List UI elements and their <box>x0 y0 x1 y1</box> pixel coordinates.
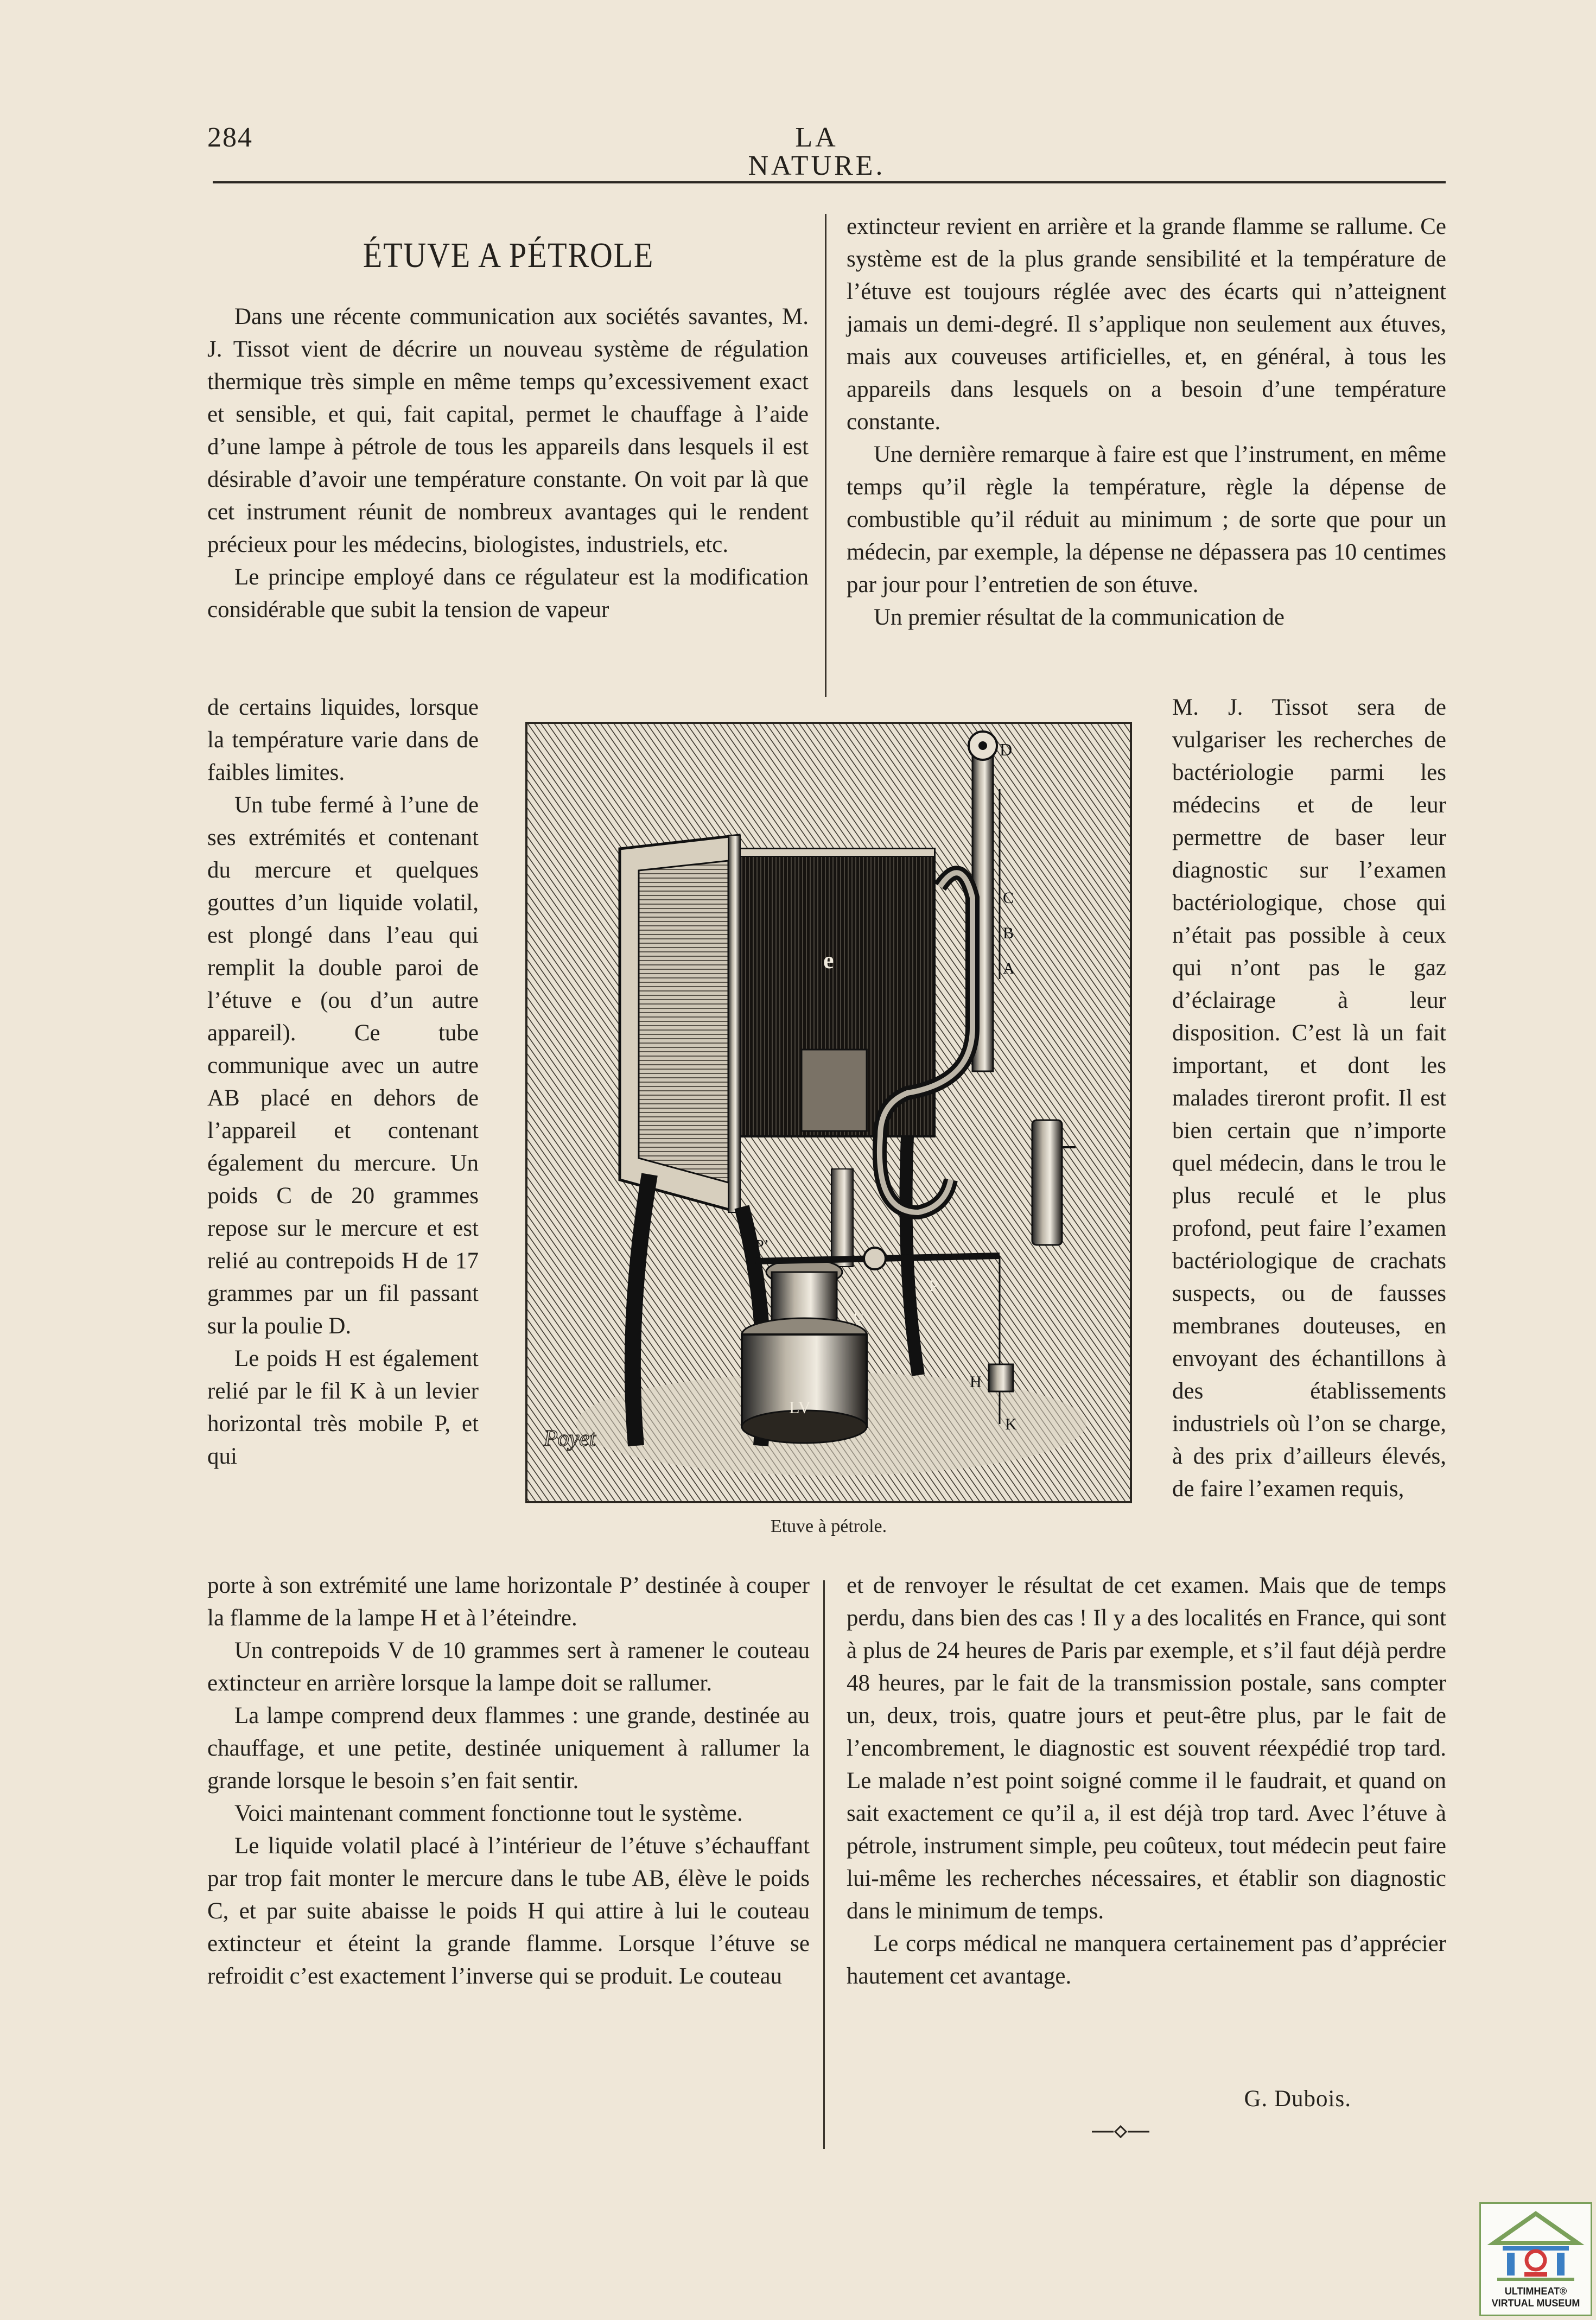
paragraph: Dans une récente communication aux sociétés savantes, M. J. Tissot vient de décrire un nouveau système de régulation thermique très simple en même temps qu’excessivement exact et sensible, et qui, fait capital, permet le chauffage à l’aide d’une lampe à pétrole de tous les appareils dans lesquels il est désirable d’avoir une température constante. On voit par là que cet instrument réunit de nombreux avantages qui le rendent précieux pour les médecins, biologistes, industriels, etc. <box>207 304 809 557</box>
museum-building-icon <box>1481 2204 1591 2285</box>
paragraph: Le principe employé dans ce régulateur est la modification considérable que subit la tension de vapeur <box>207 564 809 622</box>
paragraph: M. J. Tissot sera de vulgariser les recherches de bactériologie parmi les médecins et de leur permettre de baser leur diagnostic sur l’examen bactériologique, chose qui n’était pas possible à ceux qui n’ont pas le gaz d’éclairage à leur disposition. C’est là un fait important, et dont les malades tireront profit. Il est bien certain que n’importe quel médecin, dans le trou le plus reculé et le plus profond, peut faire l’examen bactériologique de crachats suspects, ou de fausses membranes douteuses, en envoyant des échantillons à des établissements industriels où l’on se charge, à des prix d’ailleurs élevés, de faire l’examen requis, <box>1172 695 1446 1502</box>
left-column-top-text <box>207 301 809 691</box>
paragraph: La lampe comprend deux flammes : une grande, destinée au chauffage, et une petite, destinée uniquement à rallumer la grande lorsque le besoin s’en fait sentir. <box>207 1703 810 1794</box>
header-rule <box>213 181 1446 183</box>
paragraph: extincteur revient en arrière et la grande flamme se rallume. Ce système est de la plus grande sensibilité et la température de l’étuve est toujours réglée avec des écarts qui n’atteignent jamais un demi-degré. Il s’applique non seulement aux étuves, mais aux couveuses artificielles, et, en général, à tous les appareils dans lesquels on a besoin d’une température constante. <box>847 214 1446 435</box>
figure-label-u: U <box>853 1308 864 1325</box>
paragraph: et de renvoyer le résultat de cet examen. Mais que de temps perdu, dans bien des cas ! Il y a des localités en France, qui sont à plus de 24 heures de Paris par exemple, et s’il faut déjà perdre 48 heures, par le fait de la transmission postale, sans compter un, deux, trois, quatre jours et peut-être plus, par le fait de l’encombrement, le diagnostic est souvent réexpédié trop tard. Le malade n’est point soigné comme il le faudrait, et quand on sait exactement ce qu’il a, il est déjà trop tard. Avec l’étuve à pétrole, instrument simple, peu coûteux, tout médecin peut faire lui-même les recherches nécessaires, et établir son diagnostic dans le minimum de temps. <box>847 1573 1446 1924</box>
figure-label-k: K <box>1005 1415 1017 1433</box>
paragraph: Le poids H est également relié par le fil K à un levier horizontal très mobile P, et qui <box>207 1346 479 1469</box>
figure-label-c: C <box>1003 889 1014 907</box>
museum-logo <box>1479 2202 1592 2316</box>
right-column-wrapped-text <box>1172 691 1446 1571</box>
author-signature: G. Dubois. <box>1244 2086 1351 2112</box>
figure-label-e: e <box>823 947 834 974</box>
paragraph: Un premier résultat de la communication de <box>874 605 1285 630</box>
paragraph: Le corps médical ne manquera certainement pas d’apprécier hautement cet avantage. <box>847 1931 1446 1989</box>
figure-caption: Etuve à pétrole. <box>770 1516 887 1536</box>
engraver-signature: Poyet <box>544 1426 596 1451</box>
paragraph: Une dernière remarque à faire est que l’instrument, en même temps qu’il règle la température, règle la dépense de combustible qu’il réduit au minimum ; de sorte que pour un médecin, par exemple, la dépense ne dépassera pas 10 centimes par jour pour l’entretien de son étuve. <box>847 442 1446 598</box>
figure-label-d: D <box>1000 740 1013 759</box>
etuve-illustration <box>527 724 1130 1501</box>
museum-name-line1: ULTIMHEAT® <box>1504 2286 1567 2297</box>
paragraph: porte à son extrémité une lame horizontale P’ destinée à couper la flamme de la lampe H et à l’éteindre. <box>207 1573 810 1631</box>
column-divider <box>825 214 826 697</box>
end-ornament <box>1091 2121 1150 2143</box>
paragraph: Un tube fermé à l’une de ses extrémités et contenant du mercure et quelques gouttes d’un liquide volatil, est plongé dans l’eau qui remplit la double paroi de l’étuve e (ou d’un autre appareil). Ce tube communique avec un autre AB placé en dehors de l’appareil et contenant également du mercure. Un poids C de 20 grammes repose sur le mercure et est relié au contrepoids H de 17 grammes par un fil passant sur la poulie D. <box>207 792 479 1339</box>
paragraph: Un contrepoids V de 10 grammes sert à ramener le couteau extincteur en arrière lorsque la lampe doit se rallumer. <box>207 1638 810 1696</box>
paragraph: Voici maintenant comment fonctionne tout le système. <box>234 1801 743 1826</box>
figure-label-p-prime: P’ <box>755 1237 769 1254</box>
column-divider <box>823 1580 825 2149</box>
page-number: 284 <box>207 122 253 153</box>
left-column-wrapped-text <box>207 691 479 1571</box>
museum-name-line2: VIRTUAL MUSEUM <box>1491 2298 1580 2309</box>
figure-label-lv: LV <box>789 1397 811 1417</box>
figure-label-h: H <box>970 1373 982 1391</box>
figure-label-a: A <box>1003 959 1015 977</box>
figure-label-p: P <box>929 1277 938 1295</box>
right-column-bottom-text <box>847 1569 1446 2118</box>
left-column-bottom-text <box>207 1569 810 2150</box>
running-title: LA NATURE. <box>748 122 886 181</box>
figure-label-b: B <box>1003 924 1014 942</box>
right-column-top-text <box>847 211 1446 684</box>
figure-engraving <box>525 722 1132 1503</box>
article-title: ÉTUVE A PÉTROLE <box>363 236 654 275</box>
paragraph: de certains liquides, lorsque la température varie dans de faibles limites. <box>207 695 479 785</box>
paragraph: Le liquide volatil placé à l’intérieur de l’étuve s’échauffant par trop fait monter le mercure dans le tube AB, élève le poids C, et par suite abaisse le poids H qui attire à lui le couteau extincteur et éteint la grande flamme. Lorsque l’étuve se refroidit c’est exactement l’inverse qui se produit. Le couteau <box>207 1833 810 1989</box>
